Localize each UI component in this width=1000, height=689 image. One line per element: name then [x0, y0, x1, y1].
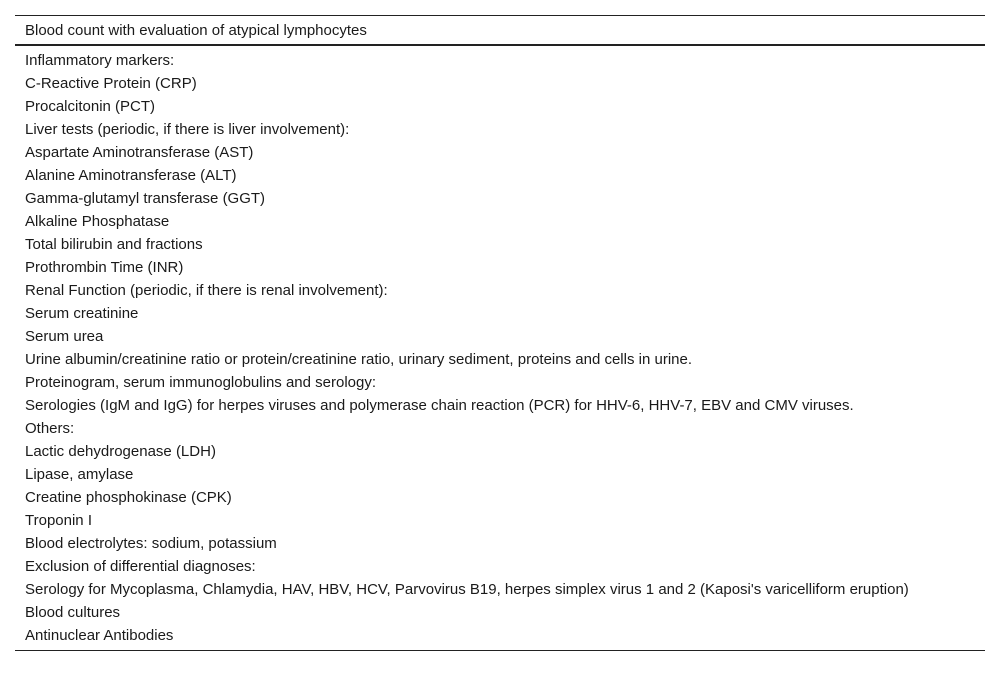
table-row: Procalcitonin (PCT) — [25, 98, 156, 115]
table-row: Antinuclear Antibodies — [25, 627, 174, 644]
table-row: Lactic dehydrogenase (LDH) — [25, 443, 216, 460]
lab-tests-table — [15, 15, 985, 651]
table-row: Serum urea — [25, 328, 104, 345]
table-row: Serologies (IgM and IgG) for herpes viruses and polymerase chain reaction (PCR) for HHV-6, HHV-7, EBV and CMV viruses. — [25, 397, 854, 414]
table-header-label: Blood count with evaluation of atypical lymphocytes — [25, 21, 367, 39]
table-row: Troponin I — [25, 512, 92, 529]
table-row: Exclusion of differential diagnoses: — [25, 558, 256, 575]
table-row: Gamma-glutamyl transferase (GGT) — [25, 190, 266, 207]
table-row: Aspartate Aminotransferase (AST) — [25, 144, 254, 161]
table-row: Proteinogram, serum immunoglobulins and serology: — [25, 374, 377, 391]
table-row: Blood cultures — [25, 604, 121, 621]
table-row: Liver tests (periodic, if there is liver involvement): — [25, 121, 350, 138]
table-row: Alkaline Phosphatase — [25, 213, 170, 230]
table-row: Prothrombin Time (INR) — [25, 259, 184, 276]
table-row: Serum creatinine — [25, 305, 139, 322]
table-row: Alanine Aminotransferase (ALT) — [25, 167, 237, 184]
table-row: Others: — [25, 420, 75, 437]
table-row: C-Reactive Protein (CRP) — [25, 75, 197, 92]
table-row: Lipase, amylase — [25, 466, 134, 483]
table-row: Serology for Mycoplasma, Chlamydia, HAV, HBV, HCV, Parvovirus B19, herpes simplex virus 1 and 2 (Kaposi's varicelliform eruption) — [25, 581, 909, 598]
table-row: Inflammatory markers: — [25, 52, 175, 69]
table-row: Total bilirubin and fractions — [25, 236, 203, 253]
table-header — [15, 15, 985, 46]
table-row: Blood electrolytes: sodium, potassium — [25, 535, 277, 552]
table-row: Creatine phosphokinase (CPK) — [25, 489, 232, 506]
table-row: Renal Function (periodic, if there is renal involvement): — [25, 282, 388, 299]
table-row: Urine albumin/creatinine ratio or protein/creatinine ratio, urinary sediment, proteins and cells in urine. — [25, 351, 693, 368]
table-body — [15, 46, 985, 651]
